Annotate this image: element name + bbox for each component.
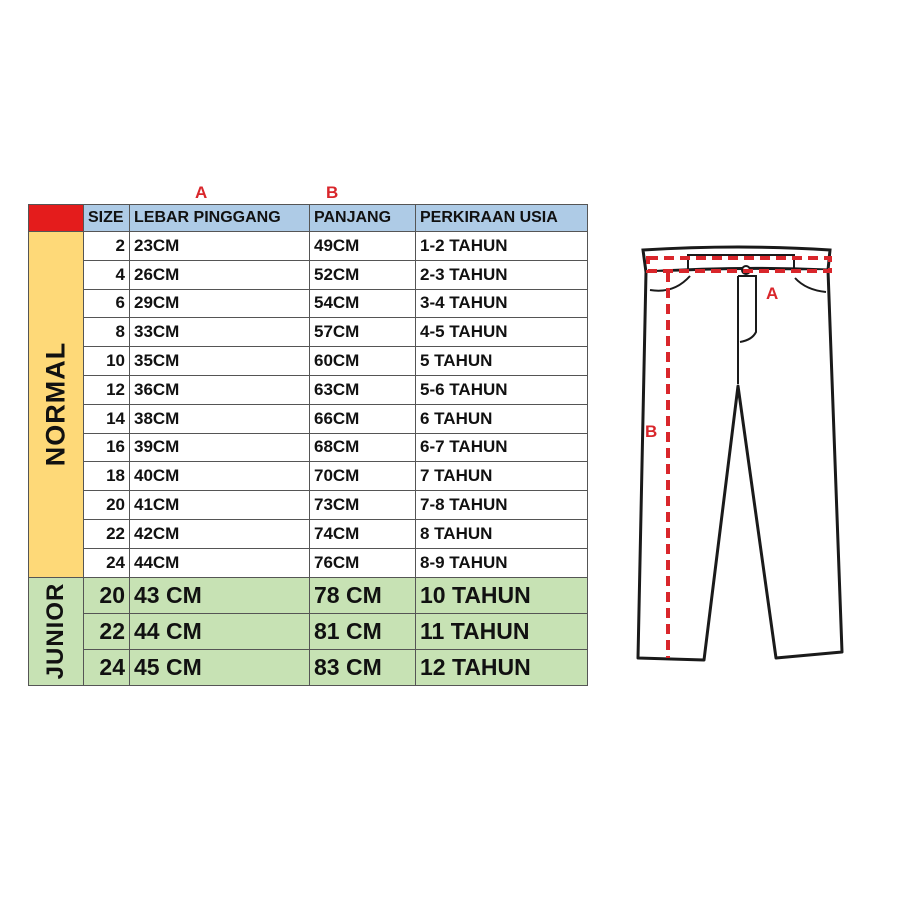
normal-cell-age: 2-3 TAHUN [416, 260, 588, 289]
header-waist: LEBAR PINGGANG [130, 205, 310, 232]
normal-cell-size: 24 [84, 548, 130, 577]
junior-row [29, 577, 588, 613]
normal-row [29, 289, 588, 318]
normal-cell-waist: 38CM [130, 404, 310, 433]
normal-cell-waist: 33CM [130, 318, 310, 347]
normal-cell-length: 76CM [310, 548, 416, 577]
header-size: SIZE [84, 205, 130, 232]
junior-row [29, 649, 588, 685]
normal-cell-length: 54CM [310, 289, 416, 318]
junior-cell-waist: 44 CM [130, 613, 310, 649]
normal-row [29, 433, 588, 462]
normal-cell-age: 5 TAHUN [416, 347, 588, 376]
normal-cell-waist: 26CM [130, 260, 310, 289]
normal-cell-length: 49CM [310, 232, 416, 261]
junior-cell-age: 10 TAHUN [416, 577, 588, 613]
normal-cell-length: 63CM [310, 375, 416, 404]
normal-cell-size: 22 [84, 519, 130, 548]
normal-cell-age: 1-2 TAHUN [416, 232, 588, 261]
normal-row [29, 347, 588, 376]
length-measure-label: B [645, 422, 658, 441]
normal-row [29, 375, 588, 404]
normal-cell-waist: 44CM [130, 548, 310, 577]
normal-cell-length: 68CM [310, 433, 416, 462]
normal-cell-age: 8 TAHUN [416, 519, 588, 548]
normal-cell-size: 4 [84, 260, 130, 289]
normal-cell-size: 14 [84, 404, 130, 433]
normal-cell-length: 73CM [310, 491, 416, 520]
size-chart-table [28, 204, 588, 686]
marker-a: A [195, 183, 208, 202]
normal-cell-waist: 41CM [130, 491, 310, 520]
normal-cell-waist: 29CM [130, 289, 310, 318]
header-age: PERKIRAAN USIA [416, 205, 588, 232]
waist-measure-label: A [766, 284, 779, 303]
junior-row [29, 613, 588, 649]
junior-cell-size: 22 [84, 613, 130, 649]
normal-cell-length: 74CM [310, 519, 416, 548]
normal-cell-size: 20 [84, 491, 130, 520]
corner-cell [29, 205, 84, 232]
normal-cell-waist: 36CM [130, 375, 310, 404]
normal-row [29, 519, 588, 548]
junior-cell-size: 24 [84, 649, 130, 685]
normal-cell-waist: 35CM [130, 347, 310, 376]
normal-cell-age: 7 TAHUN [416, 462, 588, 491]
normal-cell-size: 2 [84, 232, 130, 261]
normal-row [29, 404, 588, 433]
normal-cell-waist: 23CM [130, 232, 310, 261]
normal-row [29, 260, 588, 289]
normal-cell-length: 57CM [310, 318, 416, 347]
normal-group-label: NORMAL [40, 342, 71, 467]
normal-row [29, 318, 588, 347]
normal-row [29, 491, 588, 520]
normal-cell-age: 8-9 TAHUN [416, 548, 588, 577]
normal-cell-waist: 39CM [130, 433, 310, 462]
normal-cell-age: 4-5 TAHUN [416, 318, 588, 347]
junior-group-cell [29, 577, 84, 685]
normal-row [29, 462, 588, 491]
junior-cell-size: 20 [84, 577, 130, 613]
junior-cell-length: 78 CM [310, 577, 416, 613]
normal-cell-size: 16 [84, 433, 130, 462]
normal-cell-length: 70CM [310, 462, 416, 491]
normal-cell-size: 8 [84, 318, 130, 347]
pants-diagram [620, 230, 850, 670]
normal-cell-length: 60CM [310, 347, 416, 376]
normal-cell-age: 7-8 TAHUN [416, 491, 588, 520]
normal-cell-size: 18 [84, 462, 130, 491]
normal-row [29, 232, 588, 261]
normal-cell-length: 66CM [310, 404, 416, 433]
normal-cell-age: 6-7 TAHUN [416, 433, 588, 462]
junior-cell-age: 12 TAHUN [416, 649, 588, 685]
normal-cell-size: 12 [84, 375, 130, 404]
normal-cell-length: 52CM [310, 260, 416, 289]
normal-cell-age: 3-4 TAHUN [416, 289, 588, 318]
junior-cell-length: 83 CM [310, 649, 416, 685]
junior-group-label: JUNIOR [42, 582, 69, 680]
normal-cell-waist: 42CM [130, 519, 310, 548]
junior-cell-waist: 43 CM [130, 577, 310, 613]
normal-cell-size: 6 [84, 289, 130, 318]
junior-cell-length: 81 CM [310, 613, 416, 649]
normal-cell-age: 6 TAHUN [416, 404, 588, 433]
normal-cell-waist: 40CM [130, 462, 310, 491]
marker-b: B [326, 183, 339, 202]
normal-cell-size: 10 [84, 347, 130, 376]
header-length: PANJANG [310, 205, 416, 232]
normal-cell-age: 5-6 TAHUN [416, 375, 588, 404]
normal-row [29, 548, 588, 577]
header-row [29, 205, 588, 232]
junior-cell-waist: 45 CM [130, 649, 310, 685]
normal-group-cell [29, 232, 84, 578]
junior-cell-age: 11 TAHUN [416, 613, 588, 649]
